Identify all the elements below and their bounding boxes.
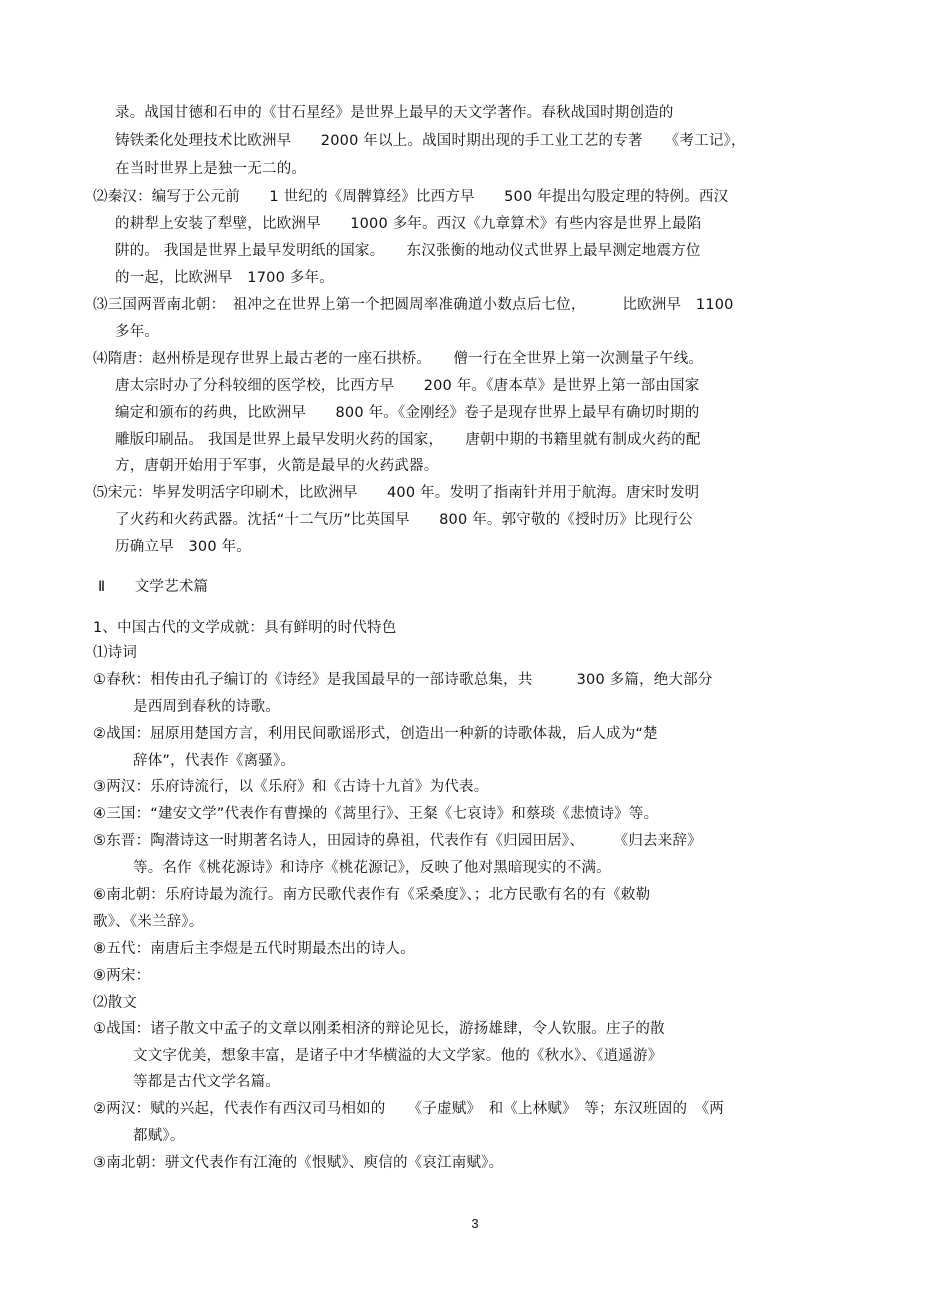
subsection-heading: ⑴诗词: [93, 645, 138, 661]
text-line: ②战国：屈原用楚国方言，利用民间歌谣形式，创造出一种新的诗歌体裁，后人成为“楚: [93, 726, 658, 742]
text-line: 方，唐朝开始用于军事，火箭是最早的火药武器。: [115, 458, 439, 474]
page-number: 3: [471, 1216, 479, 1231]
text-line: ⑵秦汉：编写于公元前 1 世纪的《周髀算经》比西方早 500 年提出勾股定理的特例。西汉: [93, 189, 729, 205]
text-line: ⑧五代：南唐后主李煜是五代时期最杰出的诗人。: [93, 941, 415, 957]
text-line: 阱的。 我国是世界上最早发明纸的国家。 东汉张衡的地动仪式世界上最早测定地震方位: [115, 243, 701, 259]
text-line: ⑥南北朝：乐府诗最为流行。南方民歌代表作有《采桑度》、；北方民歌有名的有《敕勒: [93, 887, 651, 903]
text-line: 雕版印刷品。 我国是世界上最早发明火药的国家， 唐朝中期的书籍里就有制成火药的配: [115, 432, 701, 448]
text-line: ①春秋：相传由孔子编订的《诗经》是我国最早的一部诗歌总集，共 300 多篇，绝大部分: [93, 672, 713, 688]
text-line: ⑨两宋：: [93, 968, 151, 984]
text-line: ①战国：诸子散文中孟子的文章以刚柔相济的辩论见长，游扬雄肆，令人钦服。庄子的散: [93, 1021, 665, 1037]
text-line: 唐太宗时办了分科较细的医学校，比西方早 200 年。《唐本草》是世界上第一部由国家: [115, 378, 700, 394]
text-line: 历确立早 300 年。: [115, 539, 251, 555]
section-heading: Ⅱ 文学艺术篇: [98, 579, 209, 595]
text-line: ④三国：“建安文学”代表作有曹操的《蒿里行》、王粲《七哀诗》和蔡琰《悲愤诗》等。: [93, 806, 659, 822]
text-line: 铸铁柔化处理技术比欧洲早 2000 年以上。战国时期出现的手工业工艺的专著 《考工记》，: [115, 133, 746, 149]
text-line: 辞体”，代表作《离骚》。: [133, 753, 296, 769]
text-line: ②两汉：赋的兴起，代表作有西汉司马相如的 《子虚赋》 和《上林赋》 等；东汉班固的 《两: [93, 1101, 724, 1117]
subsection-heading: 1、中国古代的文学成就：具有鲜明的时代特色: [93, 620, 397, 636]
text-line: 都赋》。: [133, 1128, 185, 1144]
text-line: 编定和颁布的药典，比欧洲早 800 年。《金刚经》卷子是现存世界上最早有确切时期的: [115, 405, 700, 421]
text-line: 的一起，比欧洲早 1700 多年。: [115, 270, 334, 286]
text-line: ③两汉：乐府诗流行，以《乐府》和《古诗十九首》为代表。: [93, 779, 489, 795]
text-line: 是西周到春秋的诗歌。: [133, 699, 280, 715]
text-line: 文文字优美，想象丰富，是诸子中才华横溢的大文学家。他的《秋水》、《逍遥游》: [133, 1048, 663, 1064]
text-line: ⑷隋唐：赵州桥是现存世界上最古老的一座石拱桥。 僧一行在全世界上第一次测量子午线。: [93, 351, 704, 367]
text-line: 了火药和火药武器。沈括“十二气历”比英国早 800 年。郭守敬的《授时历》比现行公: [115, 512, 693, 528]
text-line: 的耕犁上安装了犁壁，比欧洲早 1000 多年。西汉《九章算术》有些内容是世界上最陷: [115, 216, 702, 232]
text-line: 在当时世界上是独一无二的。: [115, 161, 307, 177]
text-line: 歌》、《米兰辞》。: [93, 914, 204, 930]
text-line: 多年。: [115, 324, 160, 340]
text-line: 等都是古代文学名篇。: [133, 1074, 280, 1090]
text-line: ③南北朝：骈文代表作有江淹的《恨赋》、庾信的《哀江南赋》。: [93, 1155, 504, 1171]
text-line: ⑤东晋：陶潜诗这一时期著名诗人，田园诗的鼻祖，代表作有《归园田居》、 《归去来辞》: [93, 833, 702, 849]
text-line: ⑸宋元：毕昇发明活字印刷术，比欧洲早 400 年。发明了指南针并用于航海。唐宋时发明: [93, 485, 700, 501]
text-line: 录。战国甘德和石申的《甘石星经》是世界上最早的天文学著作。春秋战国时期创造的: [115, 105, 674, 121]
text-line: ⑶三国两晋南北朝： 祖冲之在世界上第一个把圆周率准确道小数点后七位， 比欧洲早 1100: [93, 297, 734, 313]
subsection-heading: ⑵散文: [93, 995, 138, 1011]
text-line: 等。名作《桃花源诗》和诗序《桃花源记》，反映了他对黑暗现实的不满。: [133, 860, 611, 876]
